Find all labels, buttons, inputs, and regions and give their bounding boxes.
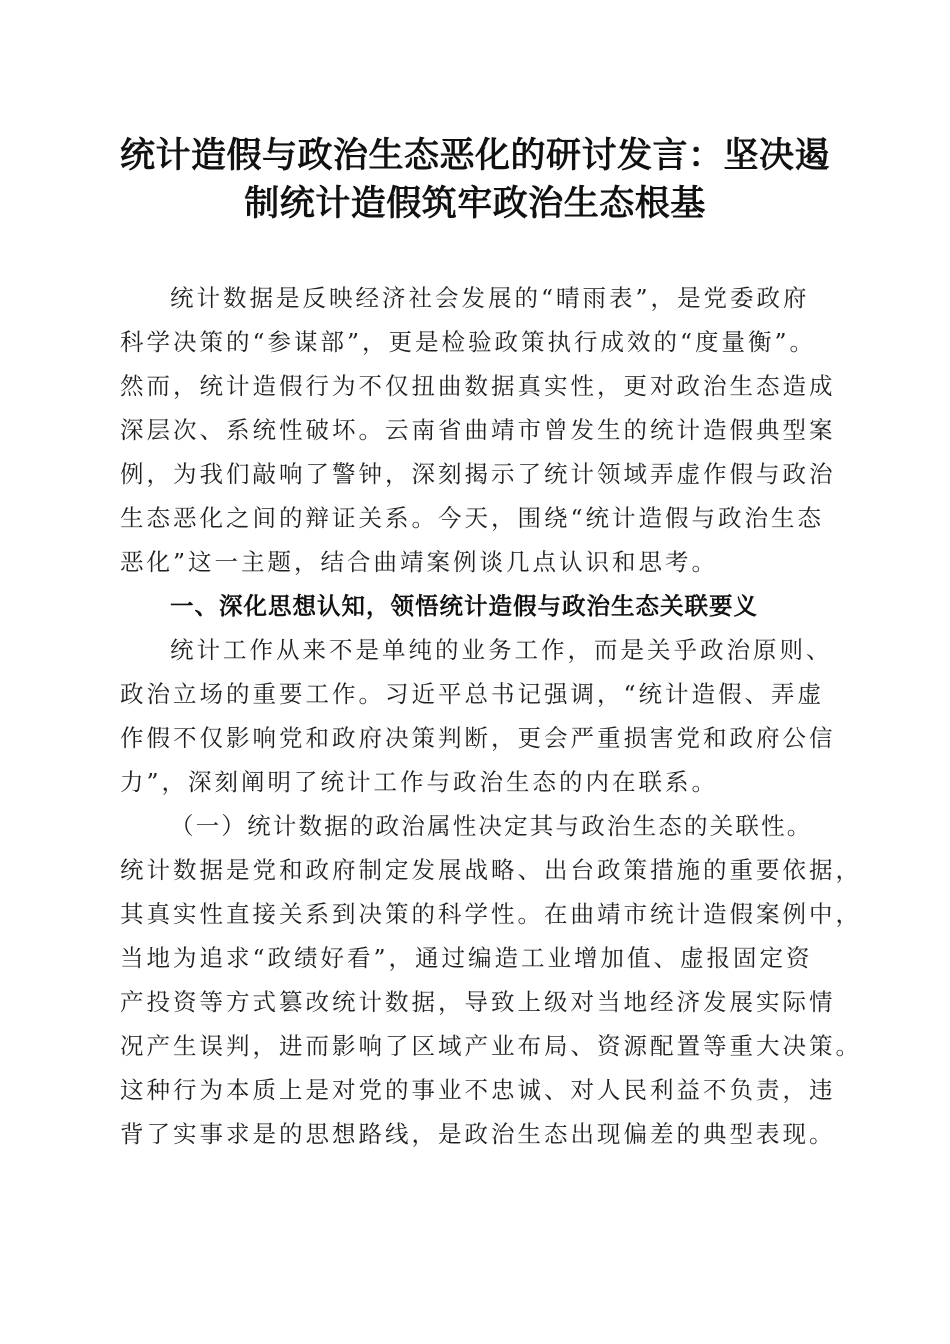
paragraph-line: 力”，深刻阐明了统计工作与政治生态的内在联系。 — [120, 768, 719, 796]
paragraph-line: 例，为我们敲响了警钟，深刻揭示了统计领域弄虚作假与政治 — [120, 460, 836, 488]
subsection-heading: （一）统计数据的政治属性决定其与政治生态的关联性。 — [170, 812, 813, 840]
paragraph-line: 当地为追求“政绩好看”，通过编造工业增加值、虚报固定资 — [120, 944, 813, 972]
paragraph-line: 其真实性直接关系到决策的科学性。在曲靖市统计造假案例中， — [120, 900, 862, 928]
paragraph-line: 这种行为本质上是对党的事业不忠诚、对人民利益不负责，违 — [120, 1076, 836, 1104]
intro-paragraph — [120, 276, 840, 584]
title-line-2: 制统计造假筑牢政治生态根基 — [244, 184, 706, 224]
paragraph-line: 统计数据是党和政府制定发展战略、出台政策措施的重要依据， — [120, 856, 862, 884]
paragraph-line: 然而，统计造假行为不仅扭曲数据真实性，更对政治生态造成 — [120, 372, 836, 400]
paragraph-line: 生态恶化之间的辩证关系。今天，围绕“统计造假与政治生态 — [120, 504, 825, 532]
paragraph-line: 政治立场的重要工作。习近平总书记强调，“统计造假、弄虚 — [120, 680, 825, 708]
paragraph-line: 深层次、系统性破坏。云南省曲靖市曾发生的统计造假典型案 — [120, 416, 836, 444]
document-title — [100, 132, 850, 228]
section-heading: 一、深化思想认知，领悟统计造假与政治生态关联要义 — [170, 592, 758, 620]
paragraph-line: 产投资等方式篡改统计数据，导致上级对当地经济发展实际情 — [120, 988, 836, 1016]
paragraph-line: 作假不仅影响党和政府决策判断，更会严重损害党和政府公信 — [120, 724, 836, 752]
paragraph-line: 况产生误判，进而影响了区域产业布局、资源配置等重大决策。 — [120, 1032, 862, 1060]
section1-paragraph — [120, 628, 840, 804]
paragraph-line: 统计数据是反映经济社会发展的“晴雨表”，是党委政府 — [170, 284, 810, 312]
paragraph-line: 科学决策的“参谋部”，更是检验政策执行成效的“度量衡”。 — [120, 328, 817, 356]
paragraph-line: 统计工作从来不是单纯的业务工作，而是关乎政治原则、 — [170, 636, 833, 664]
paragraph-line: 恶化”这一主题，结合曲靖案例谈几点认识和思考。 — [120, 548, 719, 576]
document-body — [120, 276, 862, 1156]
title-line-1: 统计造假与政治生态恶化的研讨发言：坚决遏 — [119, 136, 830, 176]
paragraph-line: 背了实事求是的思想路线，是政治生态出现偏差的典型表现。 — [120, 1120, 836, 1148]
subsection1-paragraph — [120, 804, 862, 1156]
